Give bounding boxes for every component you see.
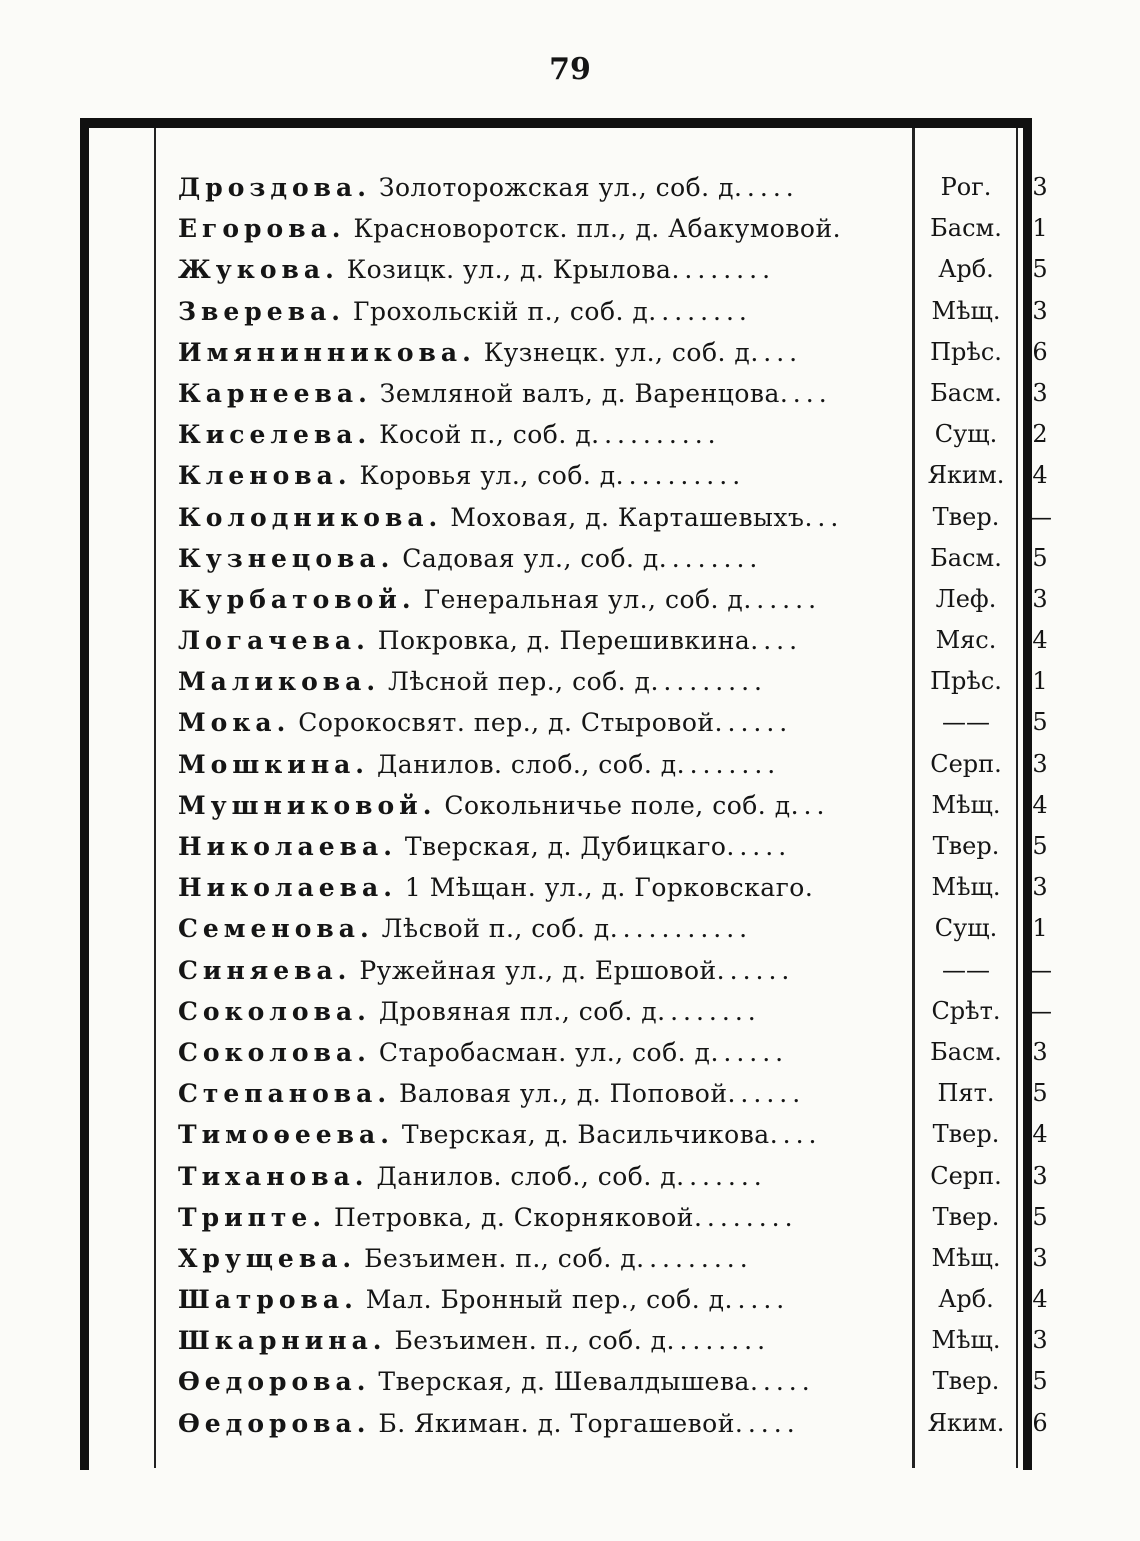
house-count: 5	[1032, 708, 1048, 737]
district: Мѣщ.	[931, 1243, 1001, 1272]
address: Петровка, д. Скорняковой	[333, 1202, 694, 1232]
entry-text	[178, 991, 908, 1032]
district: ——	[942, 708, 990, 737]
house-count: 1	[1032, 214, 1048, 243]
house-count: 6	[1032, 337, 1048, 366]
dot-leader: ......	[714, 708, 793, 738]
district: Сущ.	[934, 420, 998, 449]
entry-text	[178, 950, 908, 991]
house-count: —	[1028, 502, 1052, 531]
district: Прѣс.	[930, 337, 1002, 366]
house-count: 1	[1032, 914, 1048, 943]
surname: Соколова.	[178, 996, 371, 1026]
surname: Трипте.	[178, 1202, 327, 1232]
address: Тверская, д. Дубицкаго	[404, 832, 727, 861]
entry-text	[178, 1403, 908, 1444]
surname: Соколова.	[178, 1037, 371, 1067]
entry-text	[178, 785, 908, 826]
entry-text	[178, 497, 908, 538]
address: Тверская, д. Васильчикова	[401, 1120, 770, 1150]
table-row	[80, 1279, 1048, 1320]
house-count: 3	[1032, 173, 1048, 201]
dot-leader: ......	[743, 584, 822, 614]
district: Твер.	[932, 1120, 1000, 1149]
house-count: —	[1028, 955, 1052, 984]
house-count: 1	[1032, 667, 1048, 696]
address: Тверская, д. Шевалдышева	[378, 1367, 750, 1397]
address: 1 Мѣщан. ул., д. Горковскаго.	[404, 873, 814, 903]
house-count: 6	[1032, 1408, 1048, 1437]
top-rule	[80, 118, 1030, 128]
table-row	[80, 991, 1052, 1032]
house-count: 5	[1032, 255, 1048, 284]
directory-list	[80, 167, 1052, 1444]
dot-leader: .....	[724, 1285, 790, 1315]
district: Арб.	[938, 1285, 994, 1314]
district: Сущ.	[934, 914, 998, 943]
house-count: 5	[1032, 1367, 1048, 1396]
table-row	[80, 1361, 1048, 1402]
address: Сорокосвят. пер., д. Стыровой	[298, 708, 715, 738]
surname: Киселева.	[178, 420, 372, 450]
entry-text	[178, 373, 908, 414]
address: Земляной валъ, д. Варенцова	[379, 378, 780, 408]
dot-leader: .....	[733, 173, 799, 202]
dot-leader: ........	[648, 296, 752, 326]
table-row	[80, 661, 1048, 702]
entry-text	[178, 1197, 908, 1238]
house-count: 4	[1032, 790, 1048, 819]
dot-leader: .....	[726, 832, 792, 861]
address: Лѣсвой п., соб. д	[381, 914, 610, 944]
house-count: 3	[1032, 1037, 1048, 1066]
table-row	[80, 744, 1048, 785]
entry-text	[178, 1156, 908, 1197]
address: Генеральная ул., соб. д	[423, 584, 744, 614]
dot-leader: ......	[710, 1037, 789, 1067]
entry-text	[178, 1073, 908, 1114]
dot-leader: ....	[750, 626, 803, 656]
district: Срѣт.	[931, 996, 1001, 1025]
dot-leader: ........	[658, 543, 763, 573]
entry-text	[178, 167, 908, 208]
address: Садовая ул., соб. д	[402, 543, 659, 573]
district: Прѣс.	[930, 667, 1002, 696]
dot-leader: ........	[676, 749, 781, 779]
table-row	[80, 1238, 1048, 1279]
entry-text	[178, 867, 908, 908]
entry-text	[178, 332, 908, 373]
district: Мѣщ.	[931, 1326, 1001, 1355]
surname: Тимоѳеева.	[178, 1120, 394, 1150]
dot-leader: .....	[734, 1408, 800, 1438]
address: Безъимен. п., соб. д	[364, 1243, 637, 1273]
surname: Карнеева.	[178, 378, 372, 408]
house-count: 4	[1032, 1120, 1048, 1149]
surname: Кузнецова.	[178, 543, 395, 573]
district: Арб.	[938, 255, 994, 284]
surname: Синяева.	[178, 955, 352, 985]
table-row	[80, 908, 1048, 949]
surname: Логачева.	[178, 626, 370, 656]
entry-text	[178, 538, 908, 579]
page-number: 79	[549, 52, 591, 87]
entry-text	[178, 414, 908, 455]
dot-leader: ...	[790, 790, 830, 820]
district: Мѣщ.	[931, 790, 1001, 819]
entry-text	[178, 1361, 908, 1402]
address: Золоторожская ул., соб. д	[378, 173, 734, 202]
table-row	[80, 167, 1048, 208]
surname: Семенова.	[178, 914, 374, 944]
address: Козицк. ул., д. Крылова	[346, 255, 672, 285]
entry-text	[178, 620, 908, 661]
house-count: 3	[1032, 1161, 1048, 1190]
dot-leader: ......	[727, 1079, 806, 1109]
surname: Курбатовой.	[178, 584, 416, 614]
surname: Мушниковой.	[178, 790, 437, 820]
dot-leader: ..........	[591, 420, 721, 450]
district: Яким.	[927, 461, 1005, 490]
entry-text	[178, 1238, 908, 1279]
house-count: 3	[1032, 296, 1048, 325]
dot-leader: ..........	[615, 461, 746, 491]
house-count: 3	[1032, 1326, 1048, 1355]
table-row	[80, 332, 1048, 373]
house-count: 2	[1032, 420, 1048, 449]
house-count: 5	[1032, 543, 1048, 572]
entry-text	[178, 908, 908, 949]
district: Твер.	[932, 502, 1000, 531]
table-row	[80, 1032, 1048, 1073]
house-count: 4	[1032, 1285, 1048, 1314]
table-row	[80, 867, 1048, 908]
table-row	[80, 1114, 1048, 1155]
table-row	[80, 579, 1048, 620]
dot-leader: ....	[769, 1120, 822, 1150]
dot-leader: .........	[650, 667, 767, 697]
district: Твер.	[932, 1202, 1000, 1231]
district: Леф.	[935, 584, 997, 613]
address: Б. Якиман. д. Торгашевой	[378, 1408, 735, 1438]
address: Валовая ул., д. Поповой	[399, 1079, 728, 1109]
entry-text	[178, 702, 908, 743]
dot-leader: ....	[779, 378, 832, 408]
surname: Егорова.	[178, 214, 346, 244]
table-row	[80, 497, 1052, 538]
district: Басм.	[930, 214, 1002, 243]
table-row	[80, 1197, 1048, 1238]
surname: Шкарнина.	[178, 1326, 387, 1356]
dot-leader: ...........	[609, 914, 753, 944]
address: Старобасман. ул., соб. д	[378, 1037, 711, 1067]
house-count: 4	[1032, 461, 1048, 490]
table-row	[80, 455, 1048, 496]
district: Серп.	[930, 749, 1002, 778]
house-count: 3	[1032, 873, 1048, 902]
surname: Маликова.	[178, 667, 381, 697]
house-count: 3	[1032, 1243, 1048, 1272]
entry-text	[178, 1114, 908, 1155]
house-count: 4	[1032, 626, 1048, 655]
address: Красноворотск. пл., д. Абакумовой.	[353, 214, 842, 244]
house-count: 3	[1032, 584, 1048, 613]
district: Пят.	[937, 1079, 995, 1108]
table-row	[80, 373, 1048, 414]
surname: Николаева.	[178, 832, 397, 861]
dot-leader: ........	[666, 1326, 771, 1356]
dot-leader: ........	[657, 996, 761, 1026]
surname: Жукова.	[178, 255, 339, 285]
address: Лѣсной пер., соб. д	[388, 667, 651, 697]
table-row	[80, 785, 1048, 826]
house-count: —	[1028, 996, 1052, 1025]
house-count: 3	[1032, 749, 1048, 778]
address: Мал. Бронный пер., соб. д	[365, 1285, 725, 1315]
dot-leader: ........	[693, 1202, 798, 1232]
district: ——	[942, 955, 990, 984]
entry-text	[178, 1032, 908, 1073]
table-row	[80, 620, 1048, 661]
district: Мяс.	[935, 626, 997, 655]
surname: Шатрова.	[178, 1285, 358, 1315]
dot-leader: .....	[749, 1367, 815, 1397]
house-count: 5	[1032, 832, 1048, 860]
house-count: 5	[1032, 1202, 1048, 1231]
district: Мѣщ.	[931, 296, 1001, 325]
district: Басм.	[930, 378, 1002, 407]
dot-leader: ...	[804, 502, 844, 532]
entry-text	[178, 291, 908, 332]
surname: Мока.	[178, 708, 291, 738]
surname: Николаева.	[178, 873, 397, 903]
entry-text	[178, 579, 908, 620]
surname: Имянинникова.	[178, 337, 476, 367]
dot-leader: ......	[716, 955, 795, 985]
address: Косой п., соб. д	[379, 420, 592, 450]
surname: Зверева.	[178, 296, 345, 326]
house-count: 5	[1032, 1079, 1048, 1108]
address: Дровяная пл., соб. д	[378, 996, 658, 1026]
table-row	[80, 208, 1048, 249]
entry-text	[178, 826, 908, 867]
house-count: 3	[1032, 378, 1048, 407]
district: Серп.	[930, 1161, 1002, 1190]
table-row	[80, 1156, 1048, 1197]
address: Данилов. слоб., соб. д	[376, 1161, 677, 1191]
address: Ружейная ул., д. Ершовой	[359, 955, 717, 985]
table-row	[80, 702, 1048, 743]
address: Моховая, д. Карташевыхъ	[450, 502, 805, 532]
table-row	[80, 1073, 1048, 1114]
dot-leader: ........	[671, 255, 776, 285]
surname: Кленова.	[178, 461, 352, 491]
address: Сокольничье поле, соб. д	[444, 790, 791, 820]
surname: Дроздова.	[178, 173, 371, 202]
entry-text	[178, 1320, 908, 1361]
table-row	[80, 249, 1048, 290]
address: Данилов. слоб., соб. д	[376, 749, 677, 779]
table-row	[80, 1320, 1048, 1361]
surname: Степанова.	[178, 1079, 392, 1109]
dot-leader: ....	[750, 337, 803, 367]
entry-text	[178, 661, 908, 702]
district: Твер.	[932, 1367, 1000, 1396]
district: Твер.	[932, 832, 1000, 860]
address: Покровка, д. Перешивкина	[377, 626, 751, 656]
surname: Хрущева.	[178, 1243, 357, 1273]
district: Яким.	[927, 1408, 1005, 1437]
surname: Ѳедорова.	[178, 1367, 371, 1397]
surname: Тиханова.	[178, 1161, 369, 1191]
dot-leader: .......	[676, 1161, 767, 1191]
address: Грохольскій п., соб. д	[352, 296, 649, 326]
table-row	[80, 414, 1048, 455]
district: Рог.	[940, 173, 992, 201]
district: Мѣщ.	[931, 873, 1001, 902]
surname: Мошкина.	[178, 749, 370, 779]
surname: Ѳедорова.	[178, 1408, 371, 1438]
address: Кузнецк. ул., соб. д	[483, 337, 751, 367]
table-row	[80, 826, 1048, 867]
entry-text	[178, 249, 908, 290]
entry-text	[178, 455, 908, 496]
table-row	[80, 538, 1048, 579]
entry-text	[178, 1279, 908, 1320]
table-row	[80, 1403, 1048, 1444]
district: Басм.	[930, 543, 1002, 572]
table-row	[80, 950, 1052, 991]
entry-text	[178, 744, 908, 785]
district: Басм.	[930, 1037, 1002, 1066]
entry-text	[178, 208, 908, 249]
table-row	[80, 291, 1048, 332]
address: Коровья ул., соб. д	[359, 461, 616, 491]
address: Безъимен. п., соб. д	[394, 1326, 667, 1356]
surname: Колодникова.	[178, 502, 443, 532]
dot-leader: .........	[636, 1243, 753, 1273]
